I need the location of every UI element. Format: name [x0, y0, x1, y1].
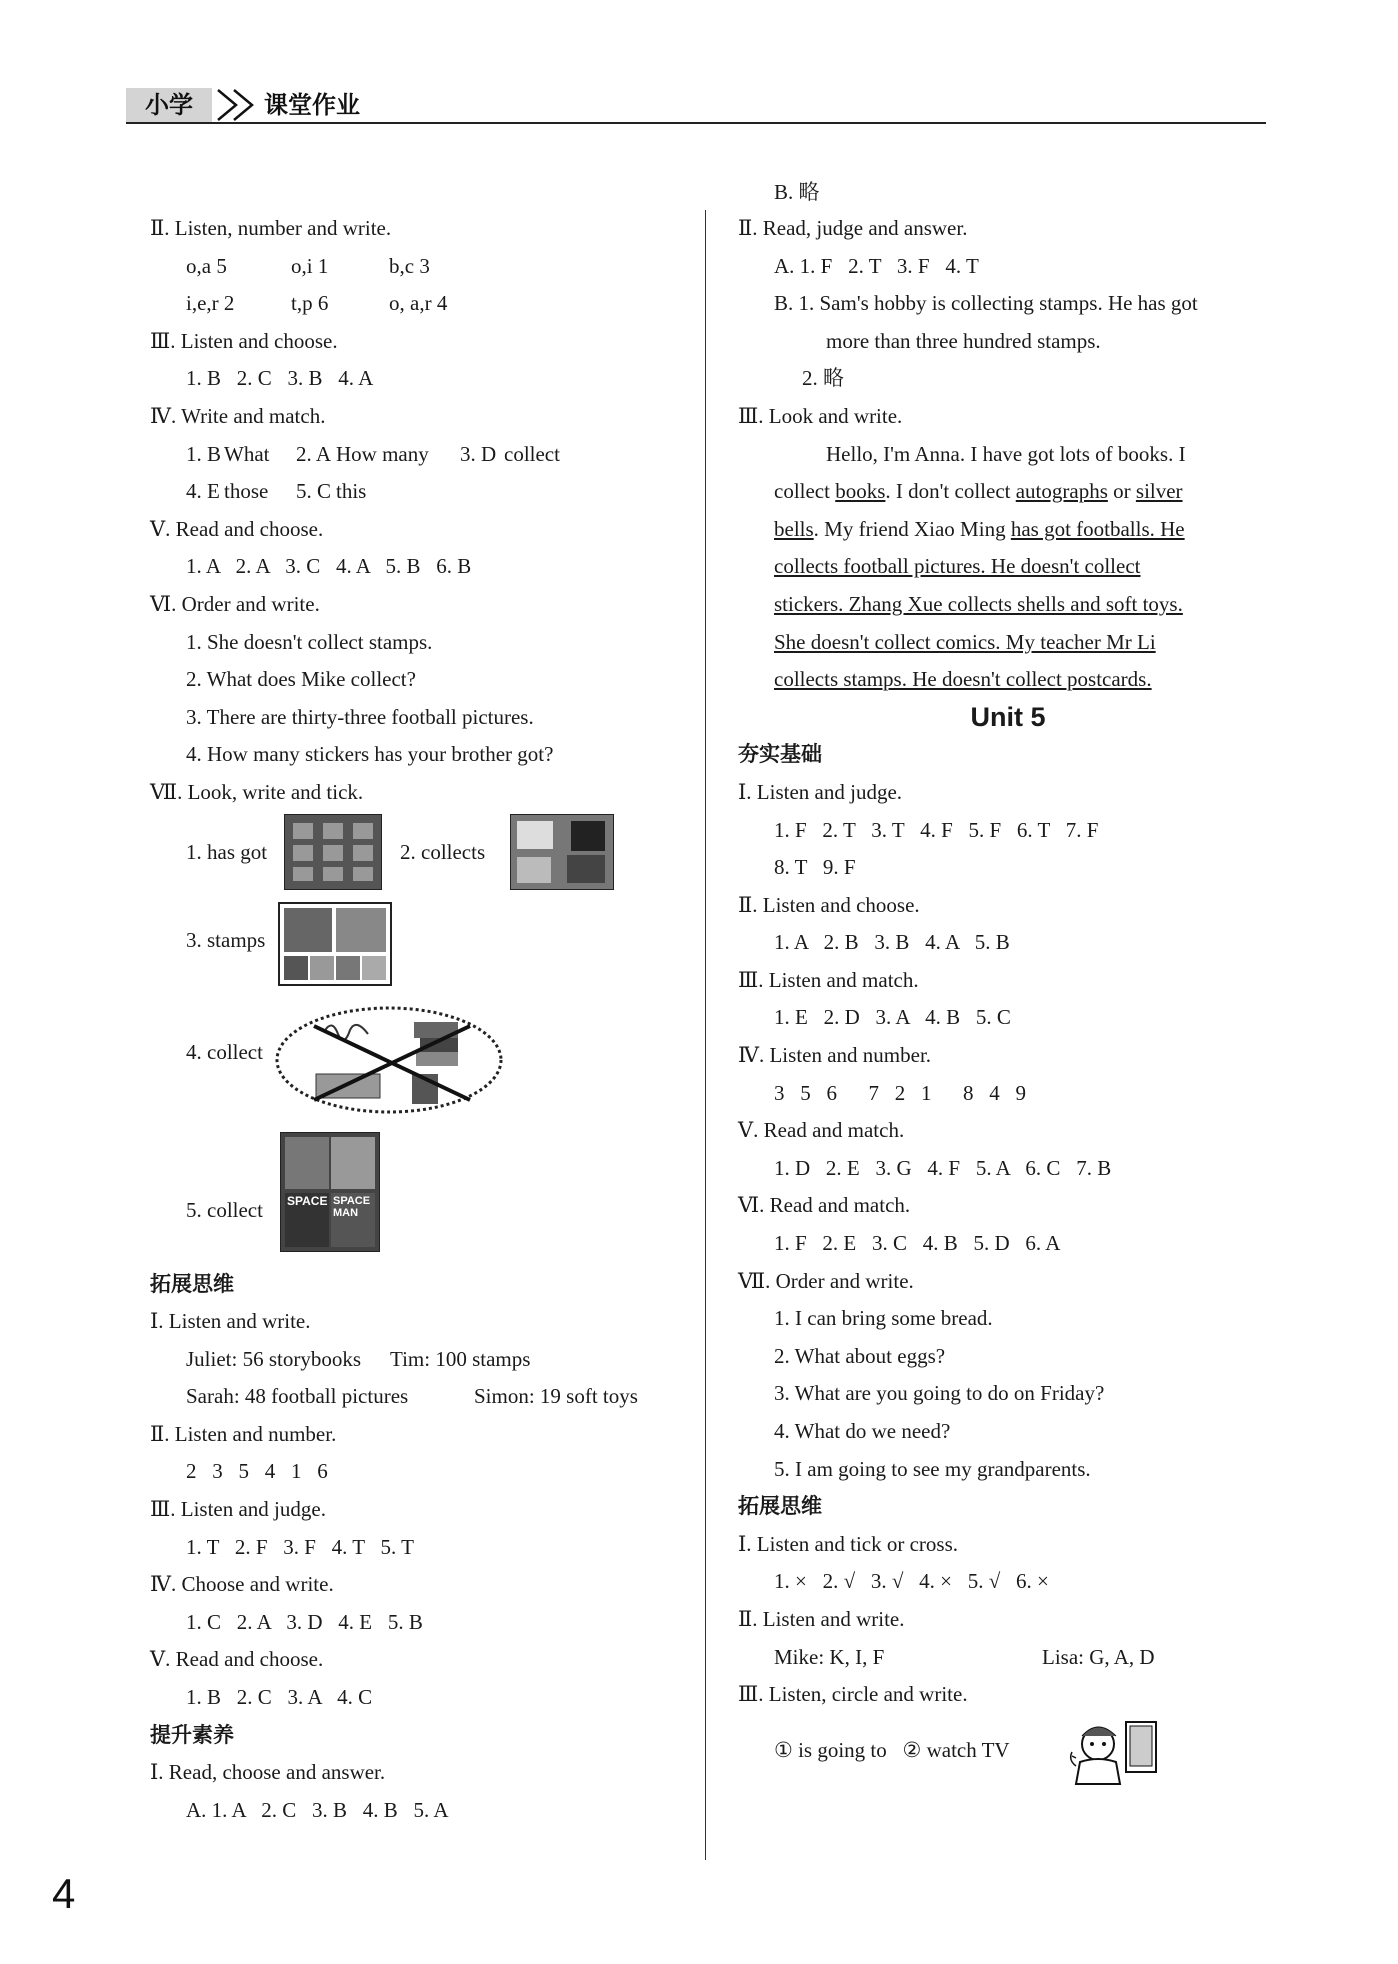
section-title: Ⅵ. Read and match.: [738, 1193, 911, 1218]
left-column: [150, 210, 690, 1829]
answer-item: b,c 3: [389, 253, 430, 278]
stamps-picture: [278, 902, 392, 986]
picture-row: [150, 990, 690, 1126]
answer-item: 4. E: [186, 479, 220, 504]
answer-row: 1. × 2. √ 3. √ 4. × 5. √ 6. ×: [774, 1569, 1049, 1594]
answer-row: 2. 略: [802, 366, 844, 391]
header-tab: 小学: [126, 88, 212, 122]
sentence: B. 1. Sam's hobby is collecting stamps. He has got: [774, 291, 1198, 316]
sentence: 4. What do we need?: [774, 1419, 951, 1443]
answer-row: 1. A 2. A 3. C 4. A 5. B 6. B: [186, 554, 472, 579]
paragraph-line: collects football pictures. He doesn't collect: [774, 554, 1141, 579]
text: . I don't collect: [885, 479, 1016, 504]
section-title: Ⅱ. Listen and choose.: [738, 892, 920, 917]
answer-row: 1. E 2. D 3. A 4. B 5. C: [774, 1005, 1011, 1030]
section-heading: 夯实基础: [738, 742, 822, 767]
answer-row: [150, 473, 690, 511]
section-title: Ⅴ. Read and choose.: [150, 1647, 324, 1672]
sentence: 3. What are you going to do on Friday?: [774, 1381, 1105, 1406]
column-divider: [705, 210, 706, 1860]
picture-label: 2. collects: [400, 839, 486, 864]
answer-item: o,i 1: [291, 253, 329, 278]
answer-item: collect: [504, 441, 560, 466]
answer-row: A. 1. F 2. T 3. F 4. T: [774, 253, 979, 278]
paragraph-line: [738, 511, 1278, 549]
section-title: Ⅲ. Listen, circle and write.: [738, 1682, 968, 1707]
toy-cars-picture: [284, 814, 382, 890]
answer-row: 1. B 2. C 3. B 4. A: [186, 366, 374, 391]
answer-row: A. 1. A 2. C 3. B 4. B 5. A: [186, 1797, 449, 1822]
section-title: Ⅰ. Listen and tick or cross.: [738, 1531, 958, 1556]
section-title: Ⅲ. Listen and choose.: [150, 328, 338, 353]
answer-item: Sarah: 48 football pictures: [186, 1384, 409, 1409]
answer-item: o,a 5: [186, 253, 227, 278]
answer-item: those: [224, 479, 269, 504]
answer-row: B. 略: [774, 180, 820, 204]
filled-blank: silver: [1135, 479, 1183, 504]
answer-item: 2. A: [296, 441, 332, 466]
section-title: Ⅳ. Listen and number.: [738, 1043, 932, 1068]
picture-row: [150, 898, 690, 990]
section-heading: 提升素养: [150, 1722, 234, 1747]
section-title: Ⅵ. Order and write.: [150, 591, 320, 616]
section-heading: 拓展思维: [150, 1271, 234, 1296]
section-title: Ⅳ. Choose and write.: [150, 1572, 334, 1597]
answer-item: i,e,r 2: [186, 291, 235, 316]
section-title: Ⅶ. Look, write and tick.: [150, 779, 364, 804]
picture-label: 5. collect: [186, 1197, 263, 1222]
answer-row: [150, 1341, 690, 1379]
answer-row: 1. D 2. E 3. G 4. F 5. A 6. C 7. B: [774, 1155, 1112, 1180]
answer-item: o, a,r 4: [389, 291, 448, 316]
section-title: Ⅱ. Listen and number.: [150, 1421, 337, 1446]
section-title: Ⅲ. Look and write.: [738, 403, 903, 428]
answer-item: Tim: 100 stamps: [390, 1346, 531, 1371]
section-title: Ⅲ. Listen and judge.: [150, 1497, 326, 1522]
sentence: 5. I am going to see my grandparents.: [774, 1456, 1091, 1481]
soft-toys-picture: [510, 814, 614, 890]
sentence: 2. What about eggs?: [774, 1343, 946, 1368]
section-title: Ⅱ. Read, judge and answer.: [738, 216, 968, 240]
picture-row: [150, 1126, 690, 1266]
answer-item: this: [336, 479, 367, 504]
answer-row: 1. A 2. B 3. B 4. A 5. B: [774, 930, 1010, 955]
sentence: 2. What does Mike collect?: [186, 667, 416, 692]
answer-row: 1. B 2. C 3. A 4. C: [186, 1685, 373, 1710]
answer-item: 3. D: [460, 441, 497, 466]
answer-row: [150, 248, 690, 286]
sentence: 4. How many stickers has your brother got?: [186, 742, 554, 767]
section-title: Ⅰ. Read, choose and answer.: [150, 1760, 386, 1785]
double-chevron-icon: [214, 88, 262, 122]
right-column: [738, 180, 1278, 1790]
section-title: Ⅴ. Read and match.: [738, 1118, 905, 1143]
answer-item: How many: [336, 441, 429, 466]
paragraph-line: She doesn't collect comics. My teacher Mr Li: [774, 629, 1156, 654]
section-title: Ⅴ. Read and choose.: [150, 516, 324, 541]
section-title: Ⅰ. Listen and judge.: [738, 779, 903, 804]
paragraph-line: [738, 473, 1278, 511]
answer-item: 1. B: [186, 441, 222, 466]
answer-row: 1. F 2. E 3. C 4. B 5. D 6. A: [774, 1231, 1061, 1256]
answer-row: [150, 1378, 690, 1416]
sentence: 1. She doesn't collect stamps.: [186, 629, 433, 654]
section-title: Ⅳ. Write and match.: [150, 403, 326, 428]
answer-item: t,p 6: [291, 291, 329, 316]
sentence: more than three hundred stamps.: [826, 328, 1101, 353]
answer-item: 5. C: [296, 479, 332, 504]
answer-item: Simon: 19 soft toys: [474, 1384, 638, 1409]
picture-row: [150, 812, 690, 898]
answer-item: Juliet: 56 storybooks: [186, 1346, 362, 1371]
comic-cover-text: SPACE MAN: [333, 1194, 371, 1219]
answer-row: 2 3 5 4 1 6: [186, 1459, 328, 1484]
answer-row: ① is going to ② watch TV: [774, 1737, 1010, 1762]
section-title: Ⅱ. Listen and write.: [738, 1606, 905, 1631]
section-heading: 拓展思维: [738, 1494, 822, 1519]
answer-row: 8. T 9. F: [774, 855, 856, 880]
tv-watching-picture: [1068, 1716, 1160, 1788]
filled-blank: bells: [774, 516, 814, 541]
text: collect: [774, 479, 836, 504]
paragraph-line: stickers. Zhang Xue collects shells and soft toys.: [774, 591, 1183, 616]
section-title: Ⅲ. Listen and match.: [738, 967, 919, 992]
answer-row: [150, 285, 690, 323]
answer-row: 1. T 2. F 3. F 4. T 5. T: [186, 1534, 414, 1559]
answer-row: [738, 1639, 1278, 1677]
sentence: 1. I can bring some bread.: [774, 1306, 993, 1331]
page-number: 4: [52, 1870, 76, 1917]
header-title: 课堂作业: [264, 91, 360, 119]
answer-row: 3 5 6 7 2 1 8 4 9: [774, 1080, 1026, 1105]
header-rule: [126, 122, 1266, 124]
answer-row: [150, 436, 690, 474]
crossed-out-collection-picture: [274, 1004, 504, 1116]
filled-blank: has got footballs. He: [1010, 516, 1185, 541]
sentence: 3. There are thirty-three football pictures.: [186, 704, 534, 729]
paragraph-line: Hello, I'm Anna. I have got lots of books. I: [826, 441, 1186, 466]
filled-blank: autographs: [1015, 479, 1108, 504]
section-title: Ⅶ. Order and write.: [738, 1268, 914, 1293]
picture-row: [738, 1714, 1278, 1790]
page-header: [126, 88, 1266, 124]
unit-title: Unit 5: [970, 701, 1046, 732]
paragraph-line: collects stamps. He doesn't collect postcards.: [774, 667, 1152, 692]
answer-item: What: [224, 441, 270, 466]
answer-item: Lisa: G, A, D: [1042, 1644, 1155, 1669]
section-title: Ⅰ. Listen and write.: [150, 1309, 311, 1334]
answer-row: 1. C 2. A 3. D 4. E 5. B: [186, 1609, 423, 1634]
picture-label: 4. collect: [186, 1039, 263, 1064]
comics-picture: [280, 1132, 380, 1252]
picture-label: 1. has got: [186, 839, 268, 864]
text: . My friend Xiao Ming: [813, 516, 1011, 541]
comic-cover-text: SPACE: [287, 1193, 328, 1208]
section-title: Ⅱ. Listen, number and write.: [150, 216, 392, 240]
text: or: [1107, 479, 1136, 504]
filled-blank: books: [835, 479, 886, 504]
answer-row: 1. F 2. T 3. T 4. F 5. F 6. T 7. F: [774, 817, 1099, 842]
answer-item: Mike: K, I, F: [774, 1644, 885, 1669]
picture-label: 3. stamps: [186, 927, 266, 952]
